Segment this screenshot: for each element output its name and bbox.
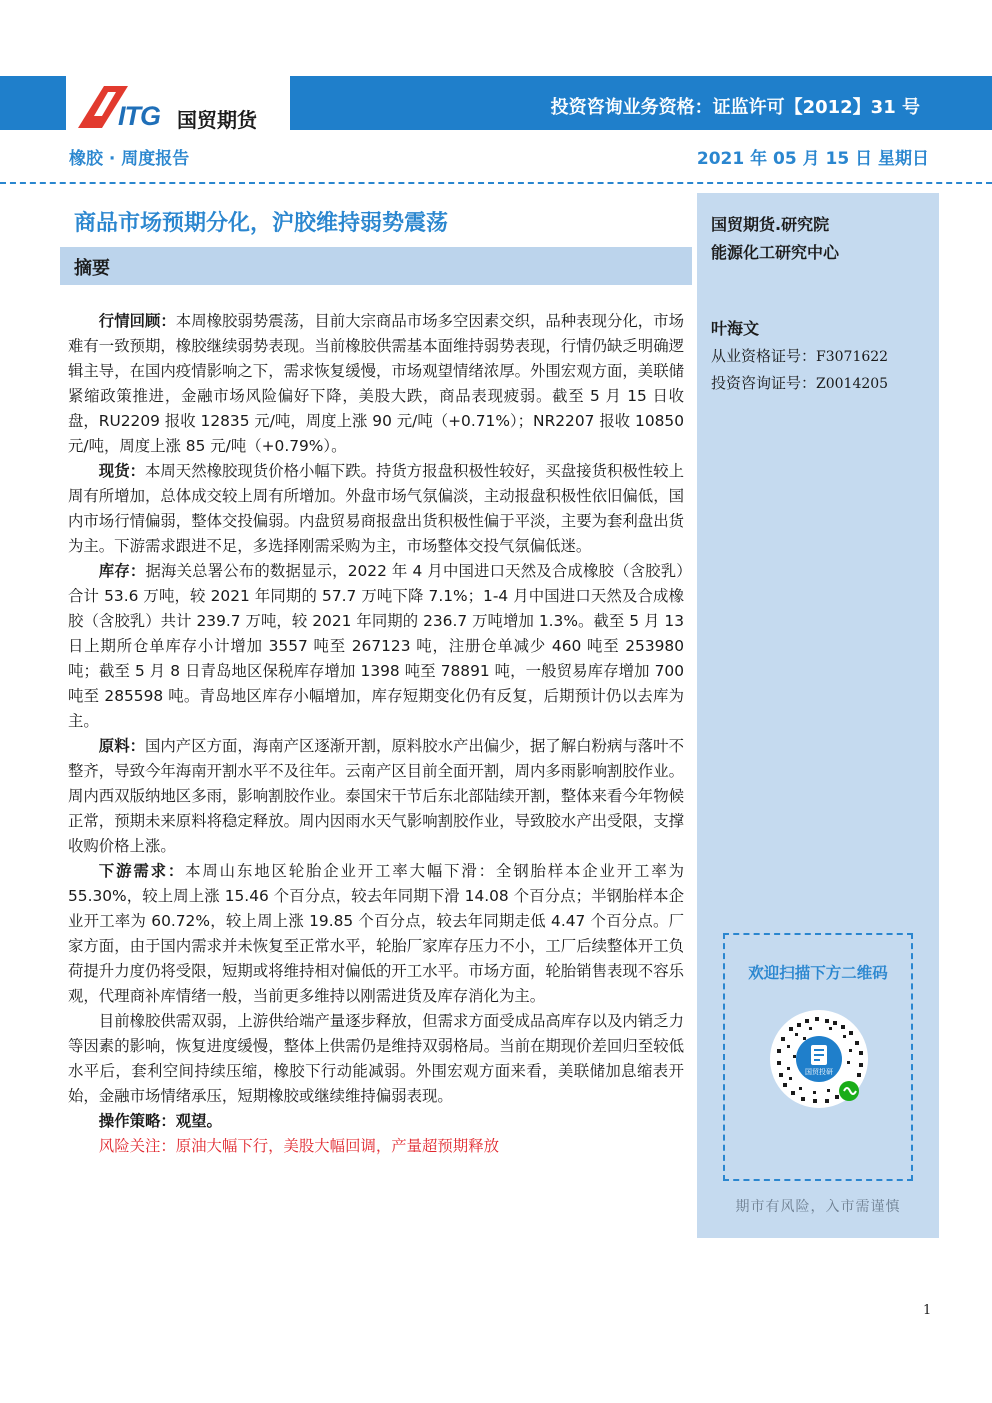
paragraph-text: 据海关总署公布的数据显示，2022 年 4 月中国进口天然及合成橡胶（含胶乳）合计 53.6 万吨，较 2021 年同期的 57.7 万吨下降 7.1%；1-4 月中国进口天然及合成橡胶（含胶乳）共计 239.7 万吨，较 2021 年同期的 236.7 万吨增加 1.3%。截至 5 月 13 日上期所仓单库存小计增加 3557 吨至 267123 吨，注册仓单减少 460 吨至 253980 吨；截至 5 月 8 日青岛地区保税库存增加 1398 吨至 78891 吨，一般贸易库存增加 700 吨至 285598 吨。青岛地区库存小幅增加，库存短期变化仍有反复，后期预计仍以去库为主。 [68, 562, 684, 730]
license-text: 投资咨询业务资格：证监许可【2012】31 号 [550, 97, 920, 118]
report-type: 橡胶 · 周度报告 [69, 149, 190, 169]
paragraph-summary [68, 1009, 684, 1109]
paragraph-market-review [68, 309, 684, 459]
sidebar-org [711, 211, 839, 267]
report-date: 2021 年 05 月 15 日 星期日 [696, 149, 929, 169]
risk-value: 原油大幅下行，美股大幅回调，产量超预期释放 [175, 1137, 499, 1155]
paragraph-text: 本周天然橡胶现货价格小幅下跌。持货方报盘积极性较好，买盘接货积极性较上周有所增加，总体成交较上周有所增加。外盘市场气氛偏淡，主动报盘积极性依旧偏低，国内市场行情偏弱，整体交投偏弱。内盘贸易商报盘出货积极性偏于平淡，主要为套利盘出货为主。下游需求跟进不足，多选择刚需采购为主，市场整体交投气氛偏低迷。 [68, 462, 684, 555]
paragraph-label: 现货： [98, 462, 145, 480]
mini-program-qr-icon[interactable] [769, 1009, 869, 1109]
investment-value: Z0014205 [816, 376, 889, 392]
strategy-value: 观望。 [175, 1112, 222, 1130]
org-name: 国贸期货.研究院 [711, 215, 830, 234]
abstract-body [68, 309, 684, 1159]
investment-line [711, 370, 888, 397]
paragraph-text: 本周山东地区轮胎企业开工率大幅下滑：全钢胎样本企业开工率为 55.30%，较上周上涨 15.46 个百分点，较去年同期下滑 14.08 个百分点；半钢胎样本企业开工率为 60.72%，较上周上涨 19.85 个百分点，较去年同期走低 4.47 个百分点。厂家方面，由于国内需求并未恢复至正常水平，轮胎厂家库存压力不小，工厂后续整体开工负荷提升力度仍将受限，短期或将维持相对偏低的开工水平。市场方面，轮胎销售表现不容乐观，代理商补库情绪一般，当前更多维持以刚需进货及库存消化为主。 [68, 862, 684, 1005]
paragraph-text: 国内产区方面，海南产区逐渐开割，原料胶水产出偏少，据了解白粉病与落叶不整齐，导致今年海南开割水平不及往年。云南产区目前全面开割，周内多雨影响割胶作业。周内西双版纳地区多雨，影响割胶作业。泰国宋干节后东北部陆续开割，整体来看今年物候正常，预期未来原料将稳定释放。周内因雨水天气影响割胶作业，导致胶水产出受限，支撑收购价格上涨。 [68, 737, 684, 855]
qualification-value: F3071622 [816, 349, 889, 365]
strategy-line [68, 1109, 684, 1134]
paragraph-label: 行情回顾： [98, 312, 176, 330]
qr-prompt: 欢迎扫描下方二维码 [748, 964, 888, 982]
qualification-line [711, 343, 888, 370]
strategy-label: 操作策略： [98, 1112, 176, 1130]
risk-line [68, 1134, 684, 1159]
org-department: 能源化工研究中心 [711, 243, 840, 262]
paragraph-downstream [68, 859, 684, 1009]
analyst-name: 叶海文 [711, 319, 760, 338]
risk-label: 风险关注： [98, 1137, 176, 1155]
abstract-bar [60, 247, 692, 285]
paragraph-label: 库存： [98, 562, 146, 580]
qualification-label: 从业资格证号： [711, 347, 817, 365]
investment-label: 投资咨询证号： [711, 374, 817, 392]
paragraph-text: 本周橡胶弱势震荡，目前大宗商品市场多空因素交织，品种表现分化，市场难有一致预期，橡胶继续弱势表现。当前橡胶供需基本面维持弱势表现，行情仍缺乏明确逻辑主导，在国内疫情影响之下，需求恢复缓慢，市场观望情绪浓厚。外围宏观方面，美联储紧缩政策推进，金融市场风险偏好下降，美股大跌，商品表现疲弱。截至 5 月 15 日收盘，RU2209 报收 12835 元/吨，周度上涨 90 元/吨（+0.71%）；NR2207 报收 10850 元/吨，周度上涨 85 元/吨（+0.79%）。 [68, 312, 684, 455]
sidebar [697, 193, 939, 1238]
qr-center-label: 国贸投研 [805, 1068, 833, 1076]
headline: 商品市场预期分化，沪胶维持弱势震荡 [74, 211, 449, 236]
analyst-licenses [711, 343, 888, 397]
paragraph-label: 原料： [98, 737, 145, 755]
paragraph-text: 目前橡胶供需双弱，上游供给端产量逐步释放，但需求方面受成品高库存以及内销乏力等因素的影响，恢复进度缓慢，整体上供需仍是维持双弱格局。当前在期现价差回归至较低水平后，套利空间持续压缩，橡胶下行动能减弱。外围宏观方面来看，美联储加息缩表开始，金融市场情绪承压，短期橡胶或继续维持偏弱表现。 [68, 1012, 684, 1105]
qr-panel [723, 933, 913, 1181]
paragraph-inventory [68, 559, 684, 734]
header-divider [0, 182, 992, 184]
logo-company-name: 国贸期货 [177, 108, 257, 132]
paragraph-raw-material [68, 734, 684, 859]
risk-note: 期市有风险，入市需谨慎 [735, 1199, 901, 1215]
abstract-title: 摘要 [74, 258, 110, 279]
main-column [60, 193, 692, 1238]
paragraph-label: 下游需求： [98, 862, 186, 880]
paragraph-spot [68, 459, 684, 559]
page-number: 1 [923, 1303, 932, 1318]
logo-text: ITG [118, 101, 160, 131]
